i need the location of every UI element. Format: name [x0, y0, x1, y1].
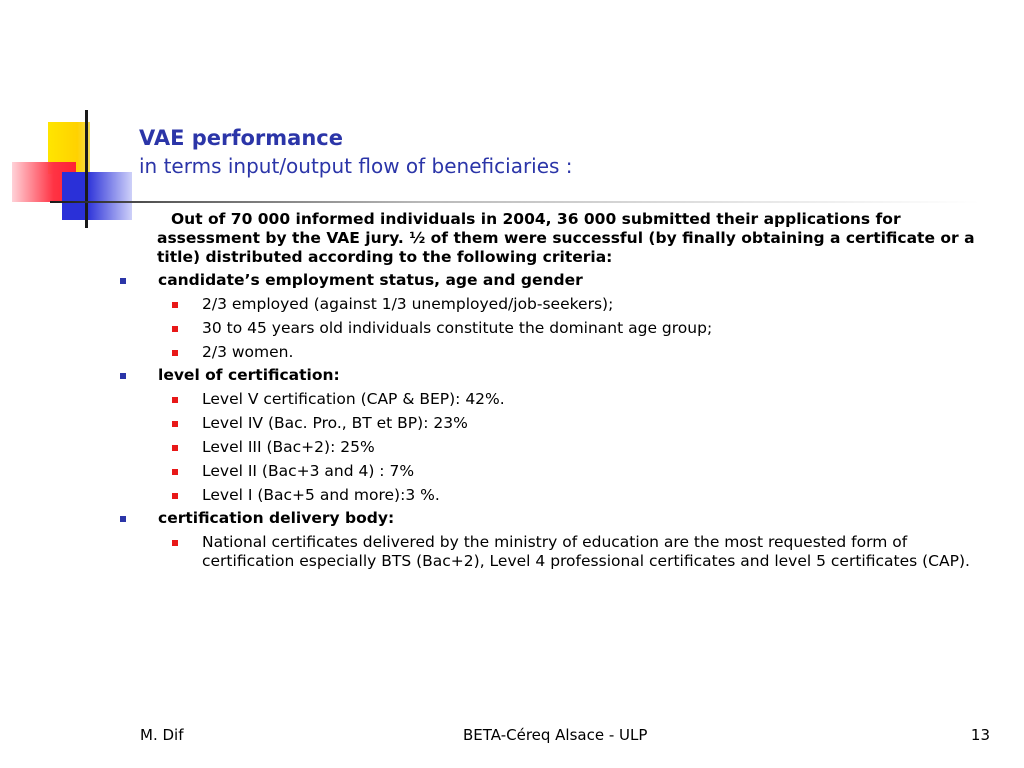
- square-bullet-icon: [172, 397, 178, 403]
- square-bullet-icon: [120, 516, 126, 522]
- list-item: [118, 319, 978, 338]
- footer-page-number: 13: [970, 726, 990, 744]
- square-bullet-icon: [172, 469, 178, 475]
- list-item: [118, 295, 978, 314]
- slide-title: [139, 124, 573, 180]
- square-bullet-icon: [172, 445, 178, 451]
- square-bullet-icon: [120, 278, 126, 284]
- list-item-text: 30 to 45 years old individuals constitute the dominant age group;: [202, 319, 713, 337]
- slide-title-main: VAE performance: [139, 126, 343, 150]
- square-bullet-icon: [172, 540, 178, 546]
- list-item-text: Level V certification (CAP & BEP): 42%.: [202, 390, 505, 408]
- intro-paragraph: Out of 70 000 informed individuals in 2004, 36 000 submitted their applications for assessment by the VAE jury. ½ of them were successful (by finally obtaining a certificate or a title) distributed according to the following criteria:: [157, 210, 975, 266]
- slide-body: [118, 210, 978, 571]
- list-item-text: National certificates delivered by the ministry of education are the most requested form of certification especially BTS (Bac+2), Level 4 professional certificates and level 5 certificates (CAP).: [202, 533, 970, 570]
- list-item-text: 2/3 women.: [202, 343, 294, 361]
- list-item: [118, 343, 978, 362]
- square-bullet-icon: [172, 326, 178, 332]
- square-bullet-icon: [172, 421, 178, 427]
- section-heading-text: candidate’s employment status, age and gender: [158, 271, 583, 289]
- list-item-text: Level III (Bac+2): 25%: [202, 438, 375, 456]
- section-heading-text: level of certification:: [158, 366, 340, 384]
- section-heading-delivery-body: [118, 509, 978, 528]
- list-item: [118, 462, 978, 481]
- square-bullet-icon: [172, 350, 178, 356]
- list-item-text: Level IV (Bac. Pro., BT et BP): 23%: [202, 414, 468, 432]
- list-item: [118, 438, 978, 457]
- footer-author: M. Dif: [140, 726, 184, 744]
- section-heading-employment: [118, 271, 978, 290]
- list-item-text: Level I (Bac+5 and more):3 %.: [202, 486, 440, 504]
- footer-organization: BETA-Céreq Alsace - ULP: [463, 726, 648, 744]
- square-bullet-icon: [172, 493, 178, 499]
- list-item: [118, 390, 978, 409]
- title-divider-line: [50, 201, 980, 203]
- list-item-text: 2/3 employed (against 1/3 unemployed/job-seekers);: [202, 295, 614, 313]
- list-item-text: Level II (Bac+3 and 4) : 7%: [202, 462, 415, 480]
- list-item: [118, 486, 978, 505]
- list-item: [118, 414, 978, 433]
- logo-vertical-line: [85, 110, 88, 228]
- section-heading-certification-level: [118, 366, 978, 385]
- section-heading-text: certification delivery body:: [158, 509, 395, 527]
- list-item: [118, 533, 978, 571]
- square-bullet-icon: [120, 373, 126, 379]
- slide-title-subtitle: in terms input/output flow of beneficiaries :: [139, 154, 573, 178]
- square-bullet-icon: [172, 302, 178, 308]
